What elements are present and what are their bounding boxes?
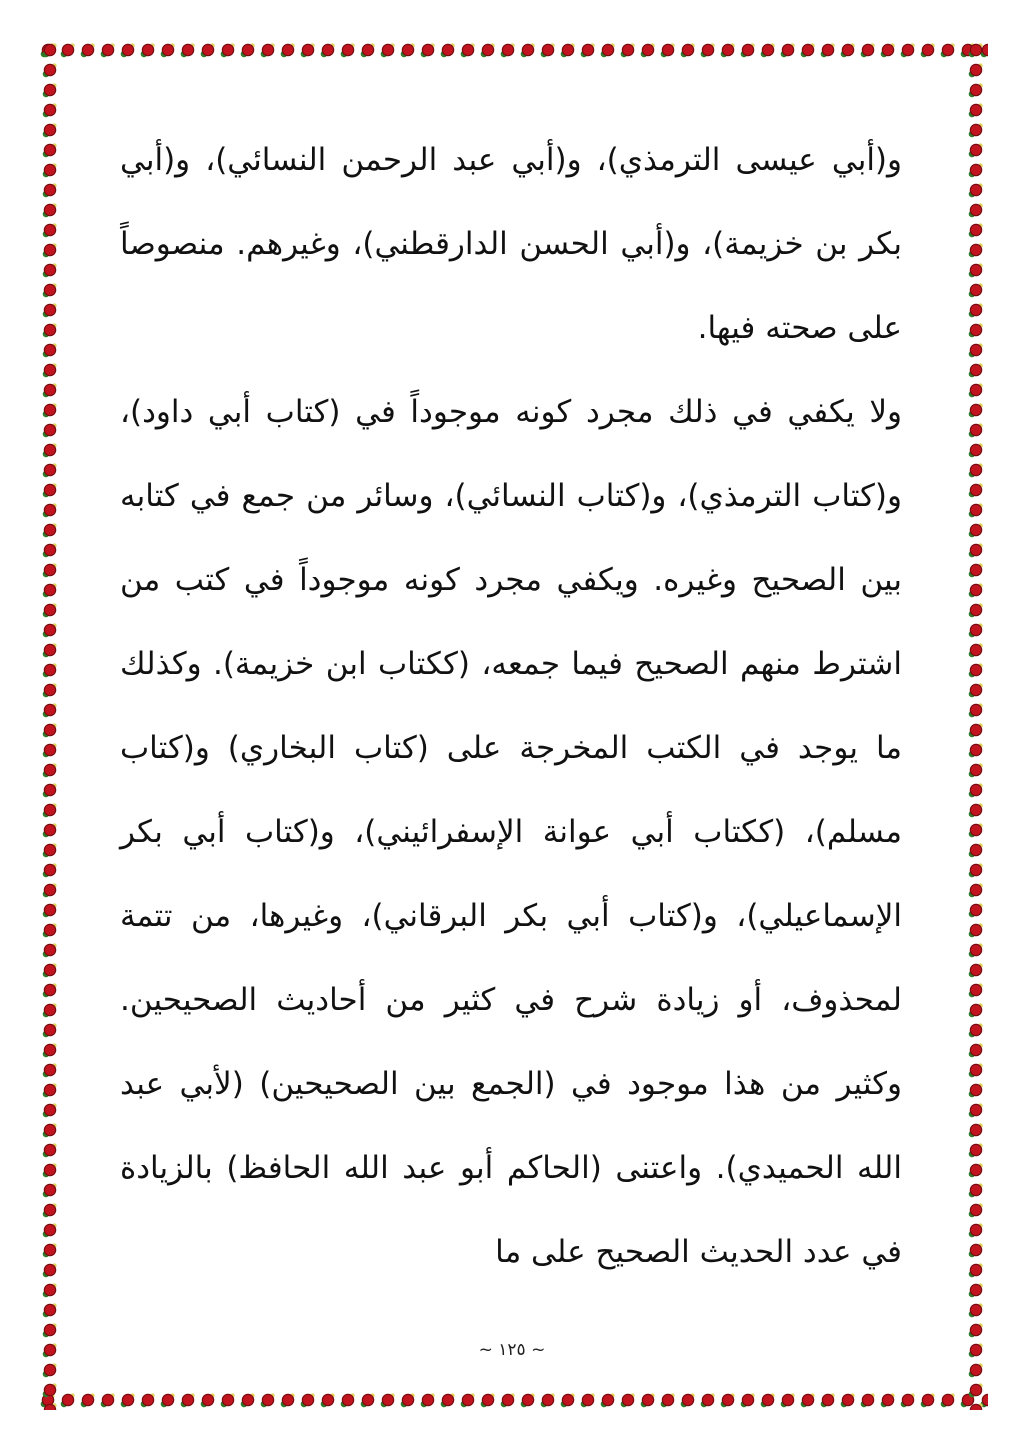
paragraph-2: ولا يكفي في ذلك مجرد كونه موجوداً في (كتاب أبي داود)، و(كتاب الترمذي)، و(كتاب النسائي)، وسائر من جمع في كتابه بين الصحيح وغيره. ويكفي مجرد كونه موجوداً في كتب من اشترط منهم الصحيح فيما جمعه، (ككتاب ابن خزيمة). وكذلك ما يوجد في الكتب المخرجة على (كتاب البخاري) و(كتاب مسلم)، (ككتاب أبي عوانة الإسفرائيني)، و(كتاب أبي بكر الإسماعيلي)، و(كتاب أبي بكر البرقاني)، وغيرها، من تتمة لمحذوف، أو زيادة شرح في كثير من أحاديث الصحيحين. وكثير من هذا موجود في (الجمع بين الصحيحين) (لأبي عبد الله الحميدي). واعتنى (الحاكم أبو عبد الله الحافظ) بالزيادة في عدد الحديث الصحيح على ما: [120, 394, 902, 1270]
decorative-border-bottom: [38, 1390, 988, 1410]
paragraph-1: و(أبي عيسى الترمذي)، و(أبي عبد الرحمن النسائي)، و(أبي بكر بن خزيمة)، و(أبي الحسن الدارقطني)، وغيرهم. منصوصاً على صحته فيها.: [120, 142, 902, 346]
page-body: [120, 118, 902, 1294]
decorative-border-right: [966, 40, 986, 1410]
decorative-border-left: [40, 40, 60, 1410]
decorative-border-top: [38, 40, 988, 60]
page-number: ~ ١٢٥ ~: [478, 1340, 546, 1360]
